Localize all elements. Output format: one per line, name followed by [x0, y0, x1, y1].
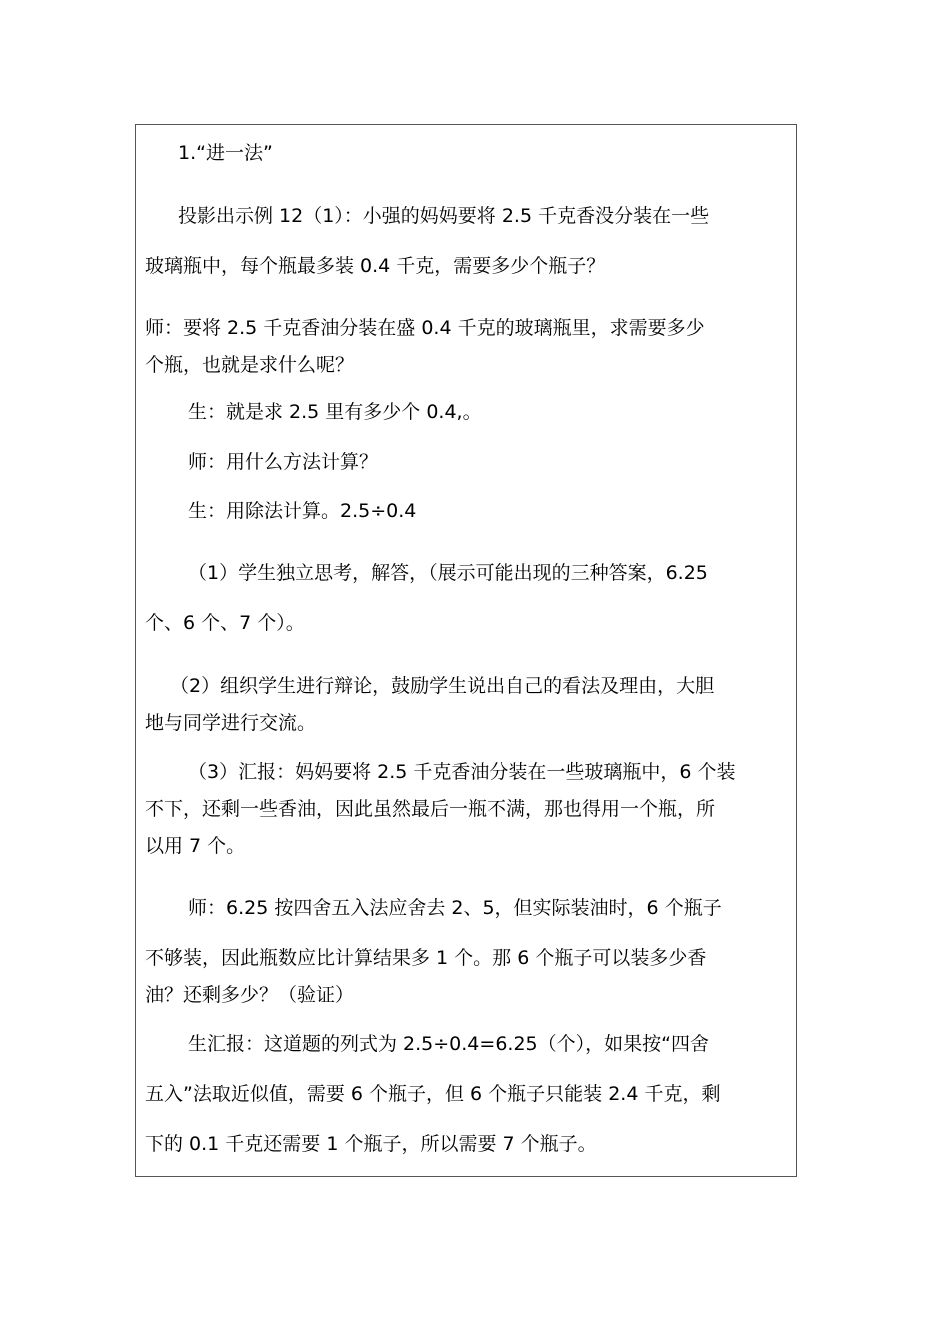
paragraph-line: 下的 0.1 千克还需要 1 个瓶子，所以需要 7 个瓶子。: [145, 1133, 597, 1155]
paragraph-line: 油？还剩多少？（验证）: [145, 984, 355, 1006]
content-frame: [135, 124, 797, 1177]
paragraph-line: （1）学生独立思考，解答，（展示可能出现的三种答案，6.25: [188, 562, 708, 584]
section-heading: 1.“进一法”: [178, 142, 273, 164]
paragraph-line: 地与同学进行交流。: [145, 712, 317, 734]
paragraph-line: 生：用除法计算。2.5÷0.4: [188, 500, 417, 522]
paragraph-line: 不够装，因此瓶数应比计算结果多 1 个。那 6 个瓶子可以装多少香: [145, 947, 707, 969]
paragraph-line: 师：要将 2.5 千克香油分装在盛 0.4 千克的玻璃瓶里，求需要多少: [145, 317, 705, 339]
paragraph-line: 个瓶，也就是求什么呢？: [145, 354, 355, 376]
paragraph-line: 师：6.25 按四舍五入法应舍去 2、5，但实际装油时，6 个瓶子: [188, 897, 722, 919]
paragraph-line: 生：就是求 2.5 里有多少个 0.4,。: [188, 401, 482, 423]
paragraph-line: 个、6 个、7 个）。: [145, 612, 305, 634]
paragraph-line: 以用 7 个。: [145, 835, 246, 857]
paragraph-line: 不下，还剩一些香油，因此虽然最后一瓶不满，那也得用一个瓶，所: [145, 798, 716, 820]
paragraph-line: （3）汇报：妈妈要将 2.5 千克香油分装在一些玻璃瓶中，6 个装: [188, 761, 736, 783]
paragraph-line: 投影出示例 12（1）：小强的妈妈要将 2.5 千克香没分装在一些: [178, 205, 710, 227]
paragraph-line: 师：用什么方法计算？: [188, 451, 379, 473]
paragraph-line: 玻璃瓶中，每个瓶最多装 0.4 千克，需要多少个瓶子？: [145, 255, 606, 277]
paragraph-line: 生汇报：这道题的列式为 2.5÷0.4=6.25（个），如果按“四舍: [188, 1033, 709, 1055]
paragraph-line: 五入”法取近似值，需要 6 个瓶子，但 6 个瓶子只能装 2.4 千克，剩: [145, 1083, 721, 1105]
paragraph-line: （2）组织学生进行辩论，鼓励学生说出自己的看法及理由，大胆: [170, 675, 715, 697]
